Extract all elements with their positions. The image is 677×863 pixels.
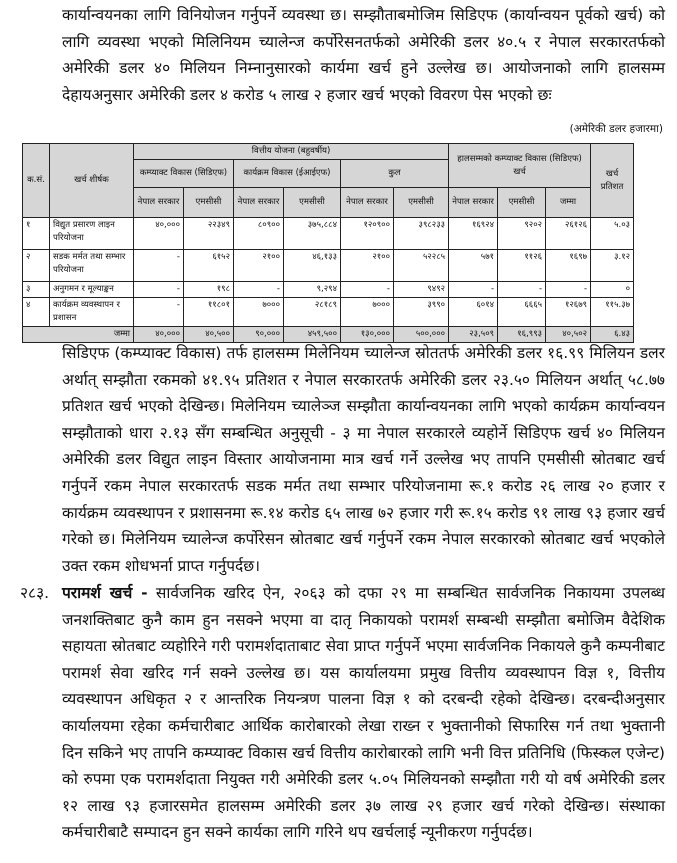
header-ns: नेपाल सरकार	[234, 188, 284, 218]
cell-value: १६९२४	[449, 218, 498, 250]
cell-sn: ४	[23, 298, 50, 327]
cell-value: -	[234, 282, 284, 298]
cell-value: २२३४९	[184, 218, 234, 250]
total-value: ४०,५०२	[546, 327, 591, 343]
cell-value: ४६,१३३	[284, 250, 341, 282]
total-value: ४०,०००	[134, 327, 184, 343]
cell-value: -	[498, 282, 546, 298]
cell-value: -	[134, 250, 184, 282]
cell-value: -	[134, 298, 184, 327]
header-sum: जम्मा	[546, 188, 591, 218]
cell-value: ४०,०००	[134, 218, 184, 250]
cell-value: ५.०३	[591, 218, 634, 250]
cell-value: २८१८९	[284, 298, 341, 327]
cell-value: २६१२६	[546, 218, 591, 250]
header-mcc: एमसीसी	[498, 188, 546, 218]
cell-heading: विद्युत प्रसारण लाइन परियोजना	[50, 218, 134, 250]
cell-value: ११८०१	[184, 298, 234, 327]
cell-value: ९,२९४	[284, 282, 341, 298]
header-cdf: कम्प्याक्ट विकास (सिडिएफ)	[134, 160, 234, 188]
section-number: २८३.	[20, 584, 50, 602]
cell-value: -	[449, 282, 498, 298]
total-value: ४०,५००	[184, 327, 234, 343]
header-mcc: एमसीसी	[184, 188, 234, 218]
total-value: ५००,०००	[394, 327, 449, 343]
table-row	[23, 298, 634, 327]
cell-sn: २	[23, 250, 50, 282]
cell-value: १२०९००	[341, 218, 394, 250]
cdf-paragraph: सिडिएफ (कम्प्याक्ट विकास) तर्फ हालसम्म मिलेनियम च्यालेन्ज स्रोततर्फ अमेरिकी डलर १६.९९ मिलियन डलर अर्थात् सम्झौता रकमको ४१.९५ प्रतिशत र नेपाल सरकारतर्फ अमेरिकी डलर २३.५० मिलियन अर्थात् ५८.७७ प्रतिशत खर्च भएको देखिन्छ। मिलेनियम च्यालेञ्ज सम्झौता कार्यान्वयनका लागि भएको कार्यक्रम कार्यान्वयन सम्झौताको धारा २.१३ सँग सम्बन्धित अनुसूची - ३ मा नेपाल सरकारले व्यहोर्ने सिडिएफ खर्च ४० मिलियन अमेरिकी डलर विद्युत लाइन विस्तार आयोजनामा मात्र खर्च गर्ने उल्लेख भए तापनि एमसीसी स्रोतबाट खर्च गर्नुपर्ने रकम नेपाल सरकारतर्फ सडक मर्मत तथा सम्भार परियोजनामा रू.१ करोड २६ लाख २० हजार र कार्यक्रम व्यवस्थापन र प्रशासनमा रू.१४ करोड ६५ लाख ७२ हजार गरी रू.१५ करोड ९१ लाख ९३ हजार खर्च गरेको छ। मिलेनियम च्यालेन्ज कर्पोरेसन स्रोतबाट खर्च गर्नुपर्ने रकम नेपाल सरकारको स्रोतबाट खर्च भएकोले उक्त रकम शोधभर्ना प्राप्त गर्नुपर्दछ।	[62, 344, 665, 575]
header-percent: खर्च प्रतिशत	[591, 144, 634, 218]
total-value: ६.४३	[591, 327, 634, 343]
cell-value: -	[546, 282, 591, 298]
header-ns: नेपाल सरकार	[449, 188, 498, 218]
table-row	[23, 282, 634, 298]
cell-value: ३९८२३३	[394, 218, 449, 250]
cell-heading: कार्यक्रम व्यवस्थापन र प्रशासन	[50, 298, 134, 327]
cell-value: ११५.३७	[591, 298, 634, 327]
cell-value: ९२०२	[498, 218, 546, 250]
section-title: परामर्श खर्च -	[62, 584, 148, 602]
total-label: जम्मा	[23, 327, 134, 343]
cell-heading: सडक मर्मत तथा सम्भार परियोजना	[50, 250, 134, 282]
header-financial-plan: वित्तीय योजना (बहुवर्षीय)	[134, 144, 449, 160]
section-283-paragraph	[62, 580, 665, 846]
cell-value: -	[134, 282, 184, 298]
cell-value: ११२६	[498, 250, 546, 282]
cell-value: ५७१	[449, 250, 498, 282]
header-eif: कार्यक्रम विकास (ईआईएफ)	[234, 160, 341, 188]
header-ns: नेपाल सरकार	[134, 188, 184, 218]
section-text: सार्वजनिक खरिद ऐन, २०६३ को दफा २९ मा सम्बन्धित सार्वजनिक निकायमा उपलब्ध जनशक्तिबाट कुनै काम हुन नसक्ने भएमा वा दातृ निकायको परामर्श सम्बन्धी सम्झौता बमोजिम वैदेशिक सहायता स्रोतबाट व्यहोरिने गरी परामर्शदाताबाट सेवा प्राप्त गर्नुपर्ने भएमा सार्वजनिक निकायले कुनै कम्पनीबाट परामर्श सेवा खरिद गर्न सक्ने उल्लेख छ। यस कार्यालयमा प्रमुख वित्तीय व्यवस्थापन विज्ञ १, वित्तीय व्यवस्थापन अधिकृत २ र आन्तरिक नियन्त्रण पालना विज्ञ १ को दरबन्दी रहेको देखिन्छ। दरबन्दीअनुसार कार्यालयमा रहेका कर्मचारीबाट आर्थिक कारोबारको लेखा राख्न र भुक्तानीको सिफारिस गर्न तथा भुक्तानी दिन सकिने भए तापनि कम्प्याक्ट विकास खर्च वित्तीय कारोबारको लागि भनी वित्त प्रतिनिधि (फिस्कल एजेन्ट) को रुपमा एक परामर्शदाता नियुक्त गरी अमेरिकी डलर ५.०५ मिलियनको सम्झौता गरी यो वर्ष अमेरिकी डलर १२ लाख ९३ हजारसमेत हालसम्म अमेरिकी डलर ३७ लाख २९ हजार खर्च गरेको देखिन्छ। संस्थाका कर्मचारीबाटै सम्पादन हुन सक्ने कार्यका लागि गरिने थप खर्चलाई न्यूनीकरण गर्नुपर्दछ।	[62, 584, 665, 842]
cell-value: १६९७	[546, 250, 591, 282]
total-value: ९०,०००	[234, 327, 284, 343]
header-mcc: एमसीसी	[394, 188, 449, 218]
unit-note: (अमेरिकी डलर हजारमा)	[569, 123, 663, 135]
cell-value: ७०००	[234, 298, 284, 327]
cell-value: ५२२८५	[394, 250, 449, 282]
cell-value: २१००	[234, 250, 284, 282]
total-value: २३,५०९	[449, 327, 498, 343]
cell-value: २१००	[341, 250, 394, 282]
cell-value: १२६७९	[546, 298, 591, 327]
header-heading: खर्च शीर्षक	[50, 144, 134, 218]
header-sn: क.सं.	[23, 144, 50, 218]
cell-value: ३७५,८८४	[284, 218, 341, 250]
cell-value: ७०००	[341, 298, 394, 327]
table-row	[23, 250, 634, 282]
cell-value: ३९९०	[394, 298, 449, 327]
cell-value: ०	[591, 282, 634, 298]
cell-sn: १	[23, 218, 50, 250]
intro-paragraph: कार्यान्वयनका लागि विनियोजन गर्नुपर्ने व्यवस्था छ। सम्झौताबमोजिम सिडिएफ (कार्यान्वयन पूर्वको खर्च) को लागि व्यवस्था भएको मिलिनियम च्यालेन्ज कर्पोरेसनतर्फको अमेरिकी डलर ४०.५ र नेपाल सरकारतर्फको अमेरिकी डलर ४० मिलियन निम्नानुसारको कार्यमा खर्च हुने उल्लेख छ। आयोजनाको लागि हालसम्म देहायअनुसार अमेरिकी डलर ४ करोड ५ लाख २ हजार खर्च भएको विवरण पेस भएको छः	[62, 6, 665, 104]
cdf-expense-table	[22, 143, 634, 343]
cell-value: ९४९२	[394, 282, 449, 298]
total-value: १३०,०००	[341, 327, 394, 343]
header-spent: हालसम्मको कम्प्याक्ट विकास (सिडिएफ) खर्च	[449, 144, 591, 188]
header-ns: नेपाल सरकार	[341, 188, 394, 218]
cell-value: ६१५२	[184, 250, 234, 282]
cell-value: ३.१२	[591, 250, 634, 282]
cell-sn: ३	[23, 282, 50, 298]
cell-value: १९८	[184, 282, 234, 298]
total-value: १६,९९३	[498, 327, 546, 343]
header-total: कुल	[341, 160, 449, 188]
cell-value: -	[341, 282, 394, 298]
cell-value: ६६६५	[498, 298, 546, 327]
cell-value: ६०१४	[449, 298, 498, 327]
cell-heading: अनुगमन र मूल्याङ्कन	[50, 282, 134, 298]
header-mcc: एमसीसी	[284, 188, 341, 218]
cell-value: ८०९००	[234, 218, 284, 250]
table-row	[23, 218, 634, 250]
total-value: ४५९,५००	[284, 327, 341, 343]
